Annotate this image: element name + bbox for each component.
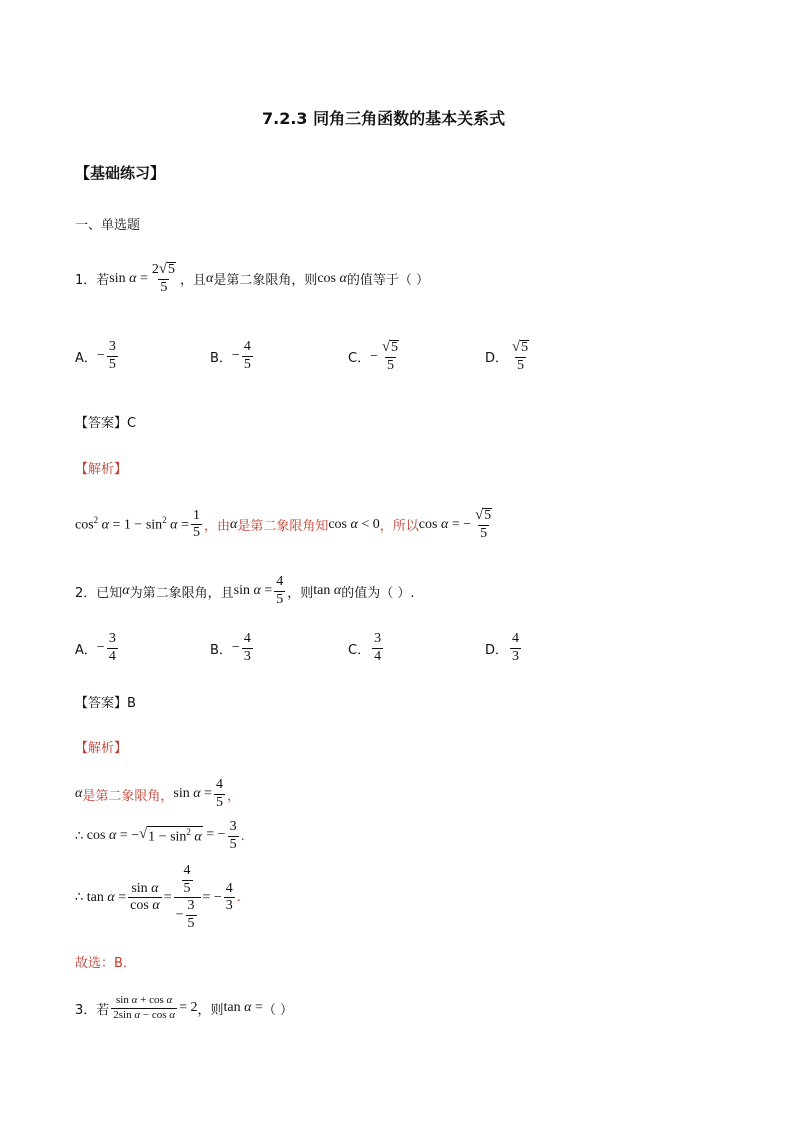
q1-fraction: 2 √ 5 5: [151, 261, 175, 295]
q1-choice-a: A． − $\frac{3}{5}$: [75, 339, 116, 372]
q1-number: 1．若: [75, 273, 110, 289]
q1-choice-b: B． − $\frac{4}{5}$: [210, 339, 251, 372]
q2-choice-d: D． $\frac{4}{3}$: [485, 631, 520, 664]
q2-analysis-line1: α 是第二象限角， sin α = $\frac{4}{5}$ ，: [75, 777, 240, 810]
q1-choice-c: C． − √ 5 5: [348, 339, 399, 373]
q1-formula: sin α =: [109, 270, 148, 286]
q2-analysis-tag: 【解析】: [75, 741, 128, 756]
q1-analysis: $\cos^2 \alpha = 1 - \sin^2 \alpha$ = $\frac{1}{5}$ ，由 α 是第二象限角知 cos α < 0 ，所以 cos α = − √ 5 5: [75, 507, 492, 541]
question-2: 2．已知 α 为第二象限角，且 sin α = $\frac{4}{5}$ ，则 tan α 的值为（ ）.: [75, 574, 415, 607]
q2-conclusion: 故选：B．: [75, 956, 136, 971]
q2-answer: 【答案】B: [75, 696, 136, 711]
part-heading: 一、单选题: [75, 218, 141, 233]
question-1: 1．若 sin α = 2 √ 5 5 ，且 α 是第二象限角，则 cos α 的值等于（ ）: [75, 261, 430, 295]
section-heading: 【基础练习】: [75, 164, 166, 182]
question-3: 3．若 $\frac{\text{sin α + cos α}}{\text{2sin α − cos α}}$ = 2 ，则 tan α = （ ）: [75, 994, 293, 1021]
q2-analysis-line2: ∴ cos α = − √ $1 - \sin^2 \alpha$ = − $\frac{3}{5}$ .: [75, 819, 245, 852]
q1-analysis-tag: 【解析】: [75, 462, 128, 477]
q2-choice-c: C． $\frac{3}{4}$: [348, 631, 382, 664]
q1-choice-d: D． √ 5 5: [485, 339, 529, 373]
q1-answer: 【答案】C: [75, 416, 137, 431]
q2-choice-b: B． − $\frac{4}{3}$: [210, 631, 251, 664]
page-title: 7.2.3 同角三角函数的基本关系式: [262, 109, 506, 128]
q2-choice-a: A． − $\frac{3}{4}$: [75, 631, 116, 664]
q2-analysis-line3: ∴ tan α = $\frac{\text{sin α}}{\text{cos α}}$ = $\frac{4}{5}$ − $\frac{3}{5}$ = − $\frac{4}{3}$ .: [75, 863, 241, 932]
